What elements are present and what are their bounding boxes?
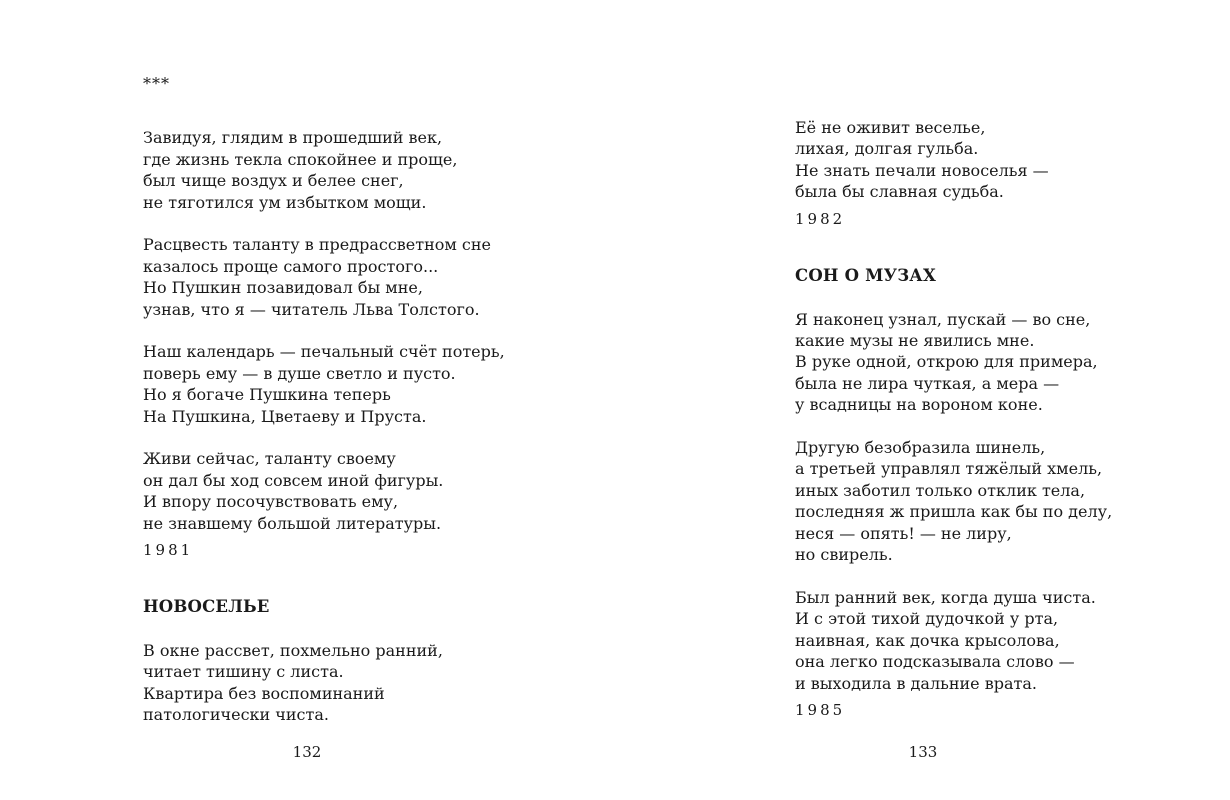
stanza-1 xyxy=(143,640,563,726)
verse-line: И с этой тихой дудочкой у рта, xyxy=(795,609,1059,629)
verse-line: патологически чиста. xyxy=(143,705,329,725)
right-column xyxy=(795,117,1215,721)
verse-line: читает тишину с листа. xyxy=(143,662,344,682)
verse-line: Завидуя, глядим в прошедший век, xyxy=(143,128,443,148)
page-number: 133 xyxy=(908,743,938,761)
poem-date: 1982 xyxy=(795,209,846,228)
stanza-1 xyxy=(795,309,1215,416)
verse-line: он дал бы ход совсем иной фигуры. xyxy=(143,470,444,490)
verse-line: неся — опять! — не лиру, xyxy=(795,523,1012,543)
stanza-3 xyxy=(795,587,1215,694)
stanza-4 xyxy=(143,448,563,534)
stanza-2 xyxy=(143,234,563,320)
verse-line: была не лира чуткая, а мера — xyxy=(795,373,1060,393)
verse-line: не тяготился ум избытком мощи. xyxy=(143,192,427,212)
verse-line: В окне рассвет, похмельно ранний, xyxy=(143,641,443,661)
verse-line: В руке одной, открою для примера, xyxy=(795,352,1098,372)
verse-line: и выходила в дальние врата. xyxy=(795,673,1037,693)
verse-line: Не знать печали новоселья — xyxy=(795,160,1049,180)
poem-envy xyxy=(143,127,563,561)
poem-separator: *** xyxy=(143,74,170,93)
verse-line: последняя ж пришла как бы по делу, xyxy=(795,502,1113,522)
verse-line: Другую безобразила шинель, xyxy=(795,438,1046,458)
stanza-3 xyxy=(143,341,563,427)
verse-line: не знавшему большой литературы. xyxy=(143,513,442,533)
verse-line: поверь ему — в душе светло и пусто. xyxy=(143,363,456,383)
verse-line: Наш календарь — печальный счёт потерь, xyxy=(143,342,505,362)
poem-housewarming xyxy=(143,596,563,726)
verse-line: Но Пушкин позавидовал бы мне, xyxy=(143,278,423,298)
page-number: 132 xyxy=(292,743,322,761)
verse-line: наивная, как дочка крысолова, xyxy=(795,630,1060,650)
verse-line: Я наконец узнал, пускай — во сне, xyxy=(795,309,1091,329)
poem-title: СОН О МУЗАХ xyxy=(795,265,936,285)
verse-line: Расцвесть таланту в предрассветном сне xyxy=(143,235,492,255)
left-column xyxy=(143,73,563,726)
stanza-2 xyxy=(795,437,1215,565)
verse-line: она легко подсказывала слово — xyxy=(795,652,1075,672)
verse-line: иных заботил только отклик тела, xyxy=(795,480,1086,500)
verse-line: Живи сейчас, таланту своему xyxy=(143,449,396,469)
verse-line: Был ранний век, когда душа чиста. xyxy=(795,587,1096,607)
verse-line: у всадницы на вороном коне. xyxy=(795,395,1043,415)
poem-date: 1981 xyxy=(143,541,194,560)
verse-line: какие музы не явились мне. xyxy=(795,331,1035,351)
verse-line: а третьей управлял тяжёлый хмель, xyxy=(795,459,1103,479)
right-page xyxy=(615,0,1230,800)
verse-line: была бы славная судьба. xyxy=(795,182,1004,202)
verse-line: Но я богаче Пушкина теперь xyxy=(143,385,391,405)
verse-line: узнав, что я — читатель Льва Толстого. xyxy=(143,299,480,319)
poem-date: 1985 xyxy=(795,700,846,719)
poem-housewarming-continued xyxy=(795,117,1215,230)
stanza-2 xyxy=(795,117,1215,203)
verse-line: был чище воздух и белее снег, xyxy=(143,171,404,191)
stanza-1 xyxy=(143,127,563,213)
verse-line: лихая, долгая гульба. xyxy=(795,139,979,159)
verse-line: казалось проще самого простого... xyxy=(143,256,439,276)
verse-line: Квартира без воспоминаний xyxy=(143,683,385,703)
verse-line: Её не оживит веселье, xyxy=(795,118,986,137)
verse-line: И впору посочувствовать ему, xyxy=(143,492,399,512)
verse-line: но свирель. xyxy=(795,545,893,565)
verse-line: На Пушкина, Цветаеву и Пруста. xyxy=(143,406,427,426)
verse-line: где жизнь текла спокойнее и проще, xyxy=(143,149,458,169)
poem-dream-of-muses xyxy=(795,265,1215,721)
poem-title: НОВОСЕЛЬЕ xyxy=(143,597,270,617)
